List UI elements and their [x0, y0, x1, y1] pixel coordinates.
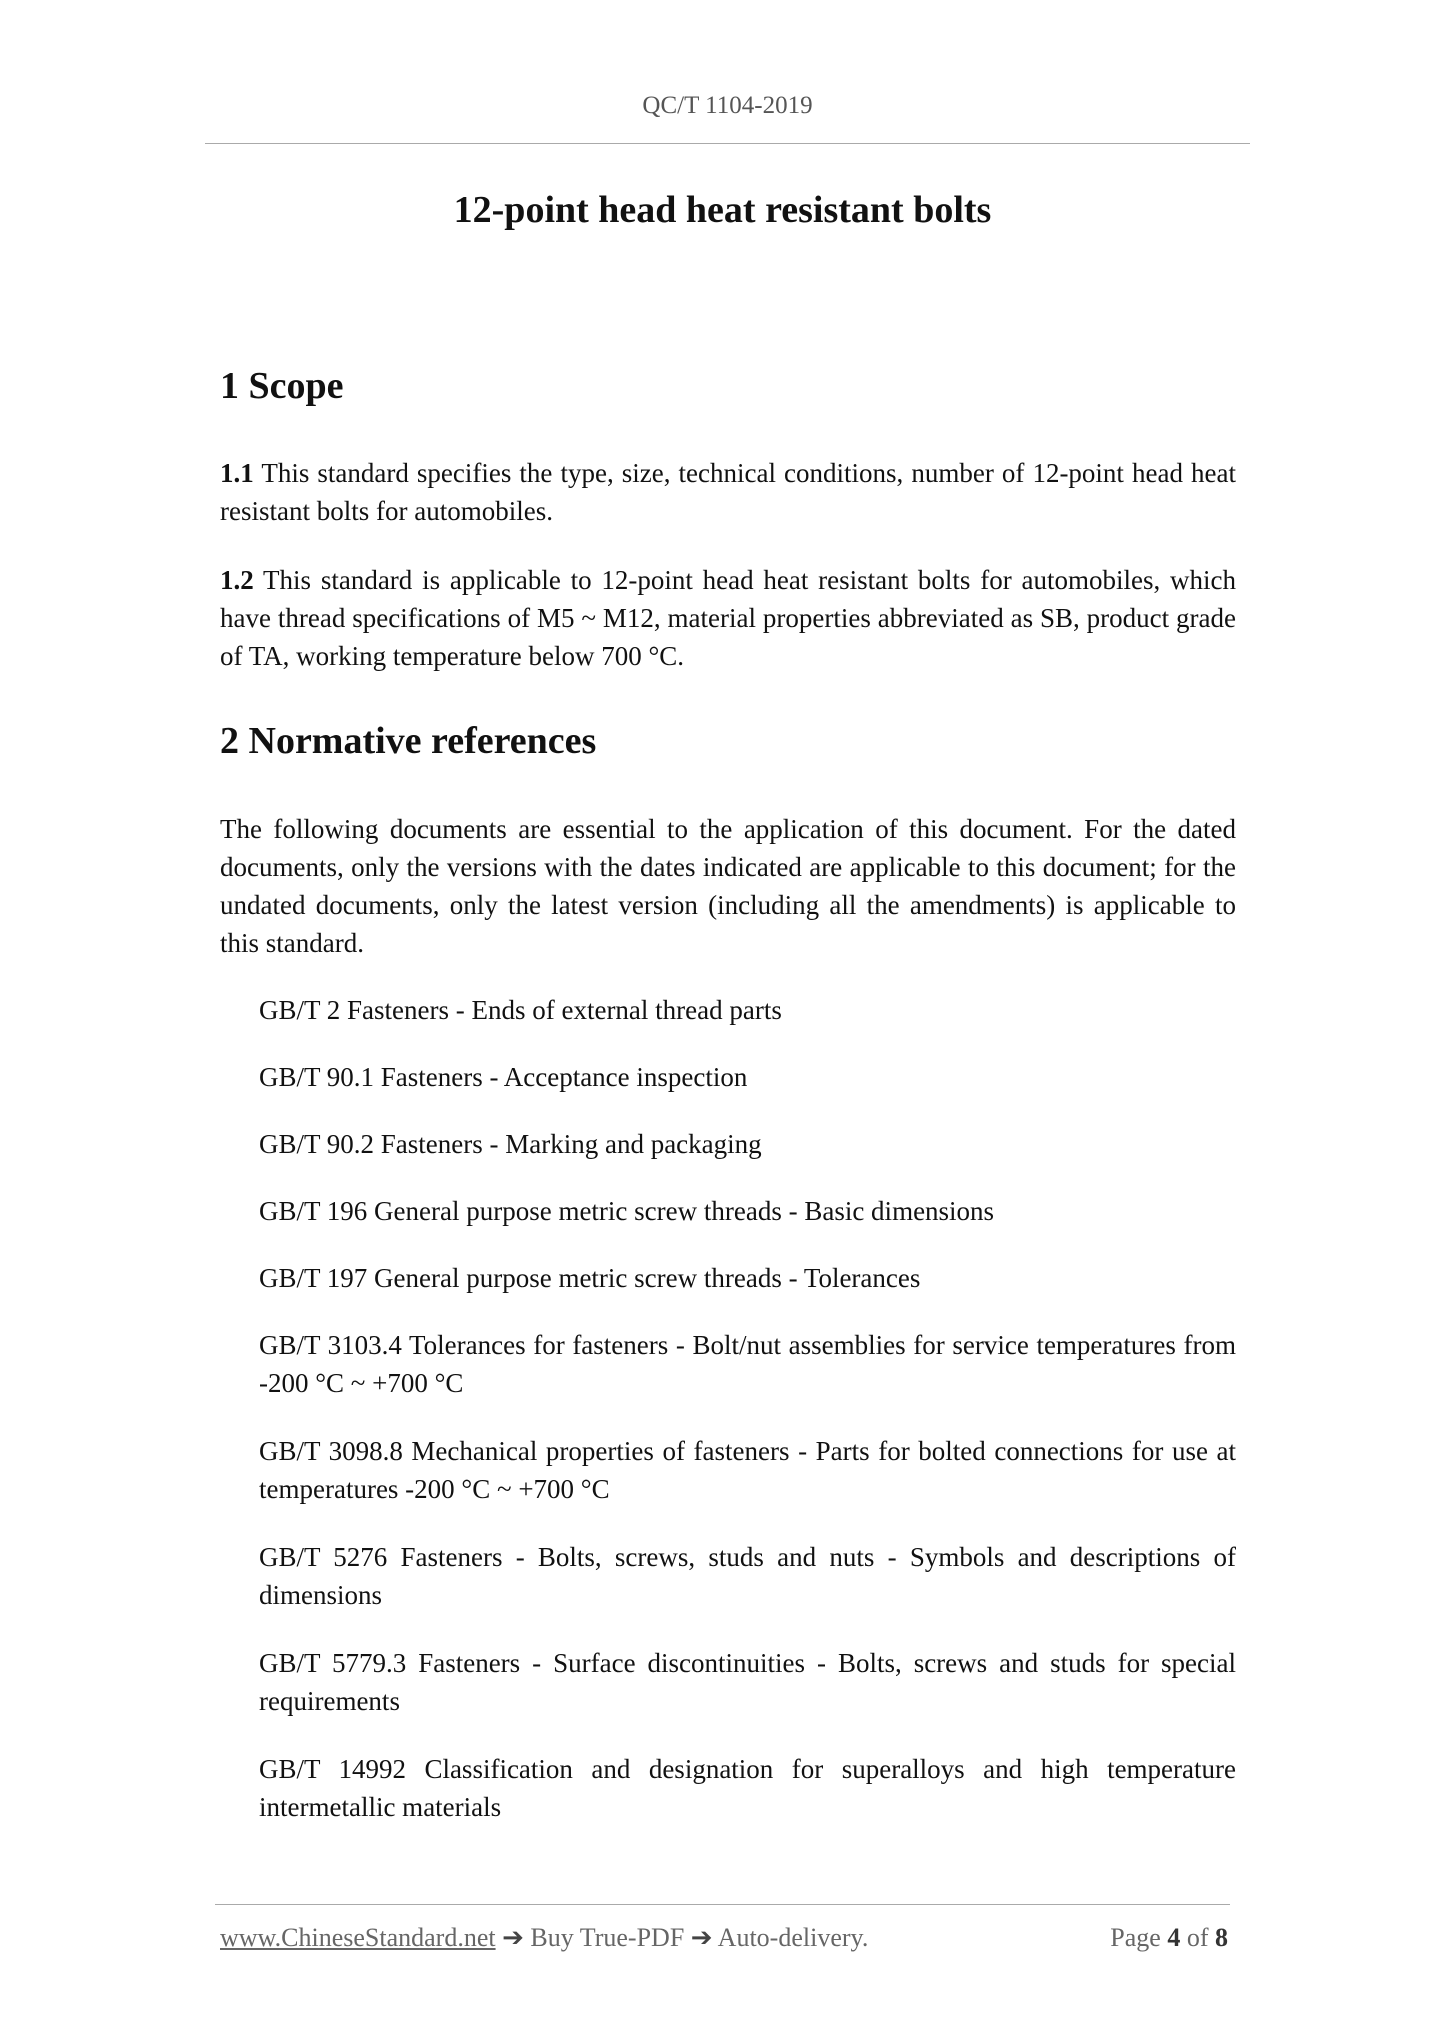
- page-title: 12-point head heat resistant bolts: [453, 189, 992, 231]
- of-label: of: [1186, 1923, 1209, 1952]
- reference-item: GB/T 5779.3 Fasteners - Surface discontinuities - Bolts, screws and studs for special requirements: [259, 1648, 1236, 1716]
- reference-item: GB/T 3103.4 Tolerances for fasteners - Bolt/nut assemblies for service temperatures from -200 °C ~ +700 °C: [259, 1330, 1236, 1398]
- auto-delivery-text: Auto-delivery.: [717, 1923, 869, 1952]
- reference-item: GB/T 90.2 Fasteners - Marking and packaging: [259, 1129, 762, 1159]
- arrow-right-icon: ➔: [502, 1923, 524, 1952]
- reference-item: GB/T 90.1 Fasteners - Acceptance inspection: [259, 1062, 748, 1092]
- clause-1-2: [220, 561, 1236, 675]
- clause-text: This standard is applicable to 12-point head heat resistant bolts for automobiles, which have thread specifications of M5 ~ M12, material properties abbreviated as SB, product grade of TA, working temperature below 700 °C.: [220, 565, 1236, 671]
- section-heading-normative-references: 2 Normative references: [220, 720, 597, 762]
- page-indicator: [1000, 1923, 1228, 1953]
- section-heading-scope: 1 Scope: [220, 365, 344, 407]
- normative-intro: The following documents are essential to the application of this document. For the dated documents, only the versions with the dates indicated are applicable to this document; for the undated documents, only the latest version (including all the amendments) is applicable to this standard.: [220, 814, 1236, 958]
- reference-item: GB/T 3098.8 Mechanical properties of fasteners - Parts for bolted connections for use at temperatures -200 °C ~ +700 °C: [259, 1436, 1236, 1504]
- reference-item: GB/T 5276 Fasteners - Bolts, screws, studs and nuts - Symbols and descriptions of dimensions: [259, 1542, 1236, 1610]
- clause-number: 1.1: [220, 458, 254, 488]
- footer-divider: [215, 1904, 1230, 1905]
- current-page-number: 4: [1167, 1923, 1181, 1952]
- document-id-header: QC/T 1104-2019: [642, 92, 813, 119]
- footer-promo: [220, 1923, 868, 1953]
- buy-pdf-text: Buy True-PDF: [530, 1923, 685, 1952]
- reference-item: GB/T 2 Fasteners - Ends of external thread parts: [259, 995, 782, 1025]
- clause-number: 1.2: [220, 565, 254, 595]
- page-label: Page: [1110, 1923, 1161, 1952]
- arrow-right-icon: ➔: [690, 1923, 713, 1952]
- reference-item: GB/T 14992 Classification and designation for superalloys and high temperature intermetallic materials: [259, 1754, 1236, 1822]
- header-divider: [205, 143, 1250, 144]
- clause-text: This standard specifies the type, size, technical conditions, number of 12-point head heat resistant bolts for automobiles.: [220, 458, 1236, 526]
- reference-item: GB/T 196 General purpose metric screw threads - Basic dimensions: [259, 1196, 995, 1226]
- clause-1-1: [220, 454, 1236, 530]
- total-pages-number: 8: [1215, 1923, 1228, 1952]
- reference-item: GB/T 197 General purpose metric screw threads - Tolerances: [259, 1263, 921, 1293]
- website-link[interactable]: www.ChineseStandard.net: [220, 1923, 496, 1952]
